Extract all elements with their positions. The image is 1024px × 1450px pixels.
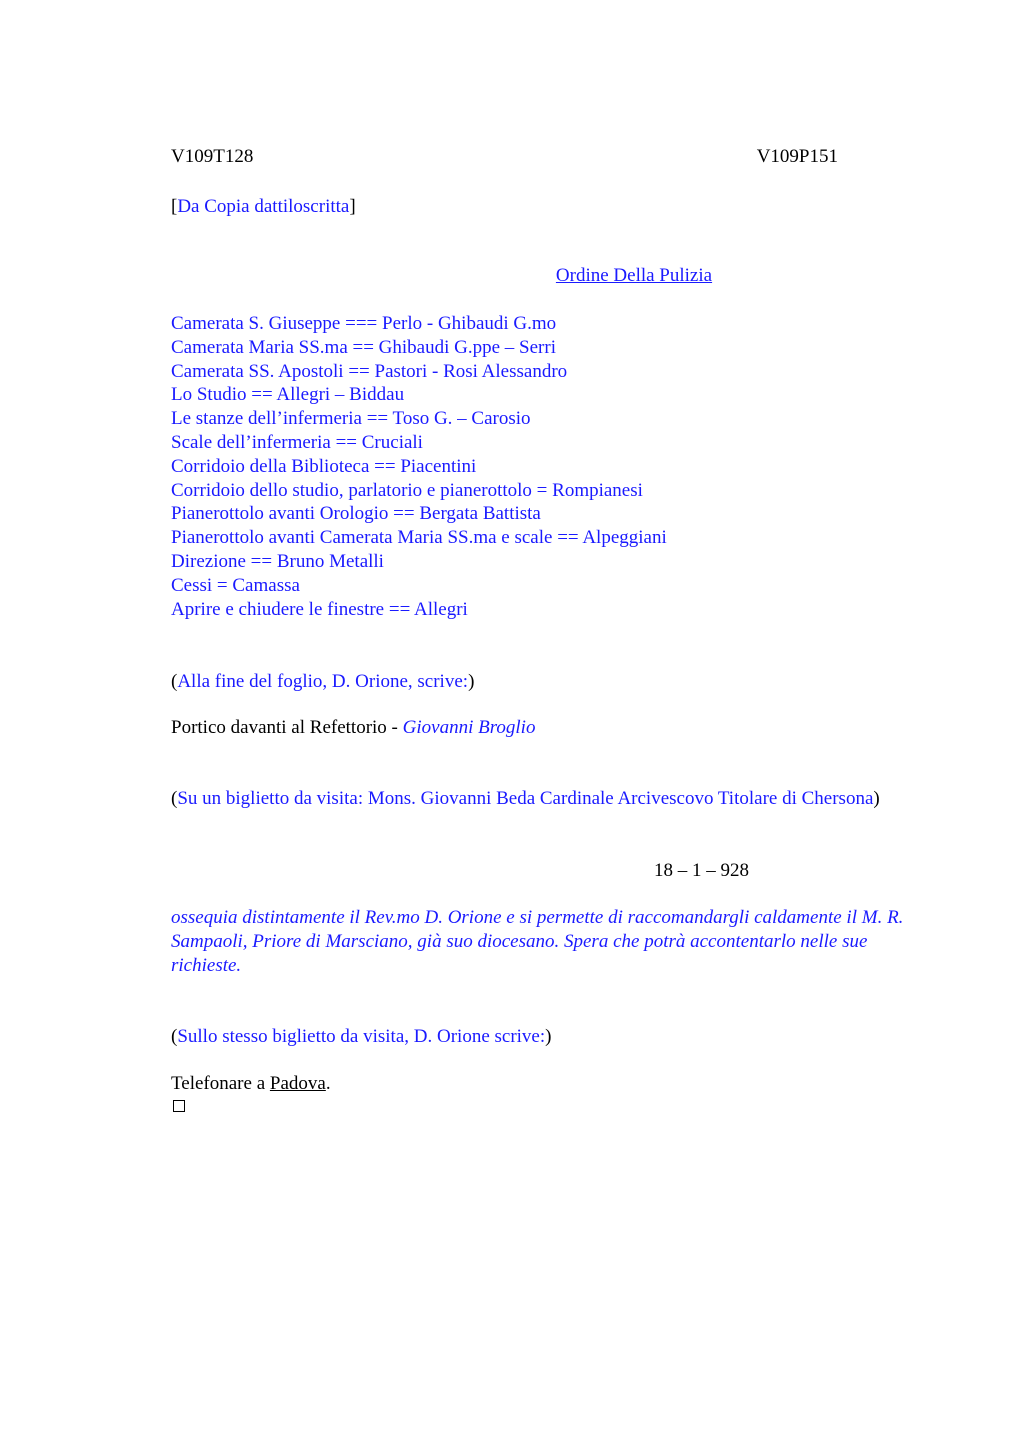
assignment-list [171,312,667,621]
note-end-of-sheet: (Alla fine del foglio, D. Orione, scrive:) [171,671,475,692]
checkbox-icon [173,1100,185,1112]
document-title: Ordine Della Pulizia [555,265,713,286]
closing-place: Padova [269,1073,326,1094]
list-item: Camerata Maria SS.ma == Ghibaudi G.ppe – Serri [171,336,556,358]
list-item: Corridoio della Biblioteca == Piacentini [171,455,477,477]
list-item: Aprire e chiudere le finestre == Allegri [171,598,468,620]
source-note-text: Da Copia dattiloscritta [177,196,350,217]
list-item: Camerata SS. Apostoli == Pastori - Rosi Alessandro [171,360,568,382]
portico-name: Giovanni Broglio [402,717,536,738]
list-item: Pianerottolo avanti Orologio == Bergata Battista [171,503,541,525]
note-business-card: (Su un biglietto da visita: Mons. Giovanni Beda Cardinale Arcivescovo Titolare di Chersona) [171,788,880,809]
list-item: Pianerottolo avanti Camerata Maria SS.ma e scale == Alpeggiani [171,527,667,549]
list-item: Camerata S. Giuseppe === Perlo - Ghibaudi G.mo [171,313,557,334]
note-same-card: (Sullo stesso biglietto da visita, D. Orione scrive:) [171,1026,552,1047]
source-note: [Da Copia dattiloscritta] [171,196,356,217]
list-item: Scale dell’infermeria == Cruciali [171,431,423,453]
list-item: Corridoio dello studio, parlatorio e pianerottolo = Rompianesi [171,479,643,501]
portico-line: Portico davanti al Refettorio - Giovanni Broglio [171,717,536,738]
list-item: Le stanze dell’infermeria == Toso G. – Carosio [171,408,531,430]
card-message: ossequia distintamente il Rev.mo D. Orione e si permette di raccomandargli caldamente il M. R. Sampaoli, Priore di Marsciano, già suo diocesano. Spera che potrà accontentarlo nelle sue richieste. [171,907,904,976]
card-date: 18 – 1 – 928 [654,860,749,881]
closing-line: Telefonare a Padova. [171,1073,331,1094]
header-codes [171,146,838,170]
list-item: Direzione == Bruno Metalli [171,550,384,572]
list-item: Lo Studio == Allegri – Biddau [171,384,405,406]
code-right: V109P151 [756,146,838,167]
code-left: V109T128 [171,146,254,167]
list-item: Cessi = Camassa [171,574,300,596]
